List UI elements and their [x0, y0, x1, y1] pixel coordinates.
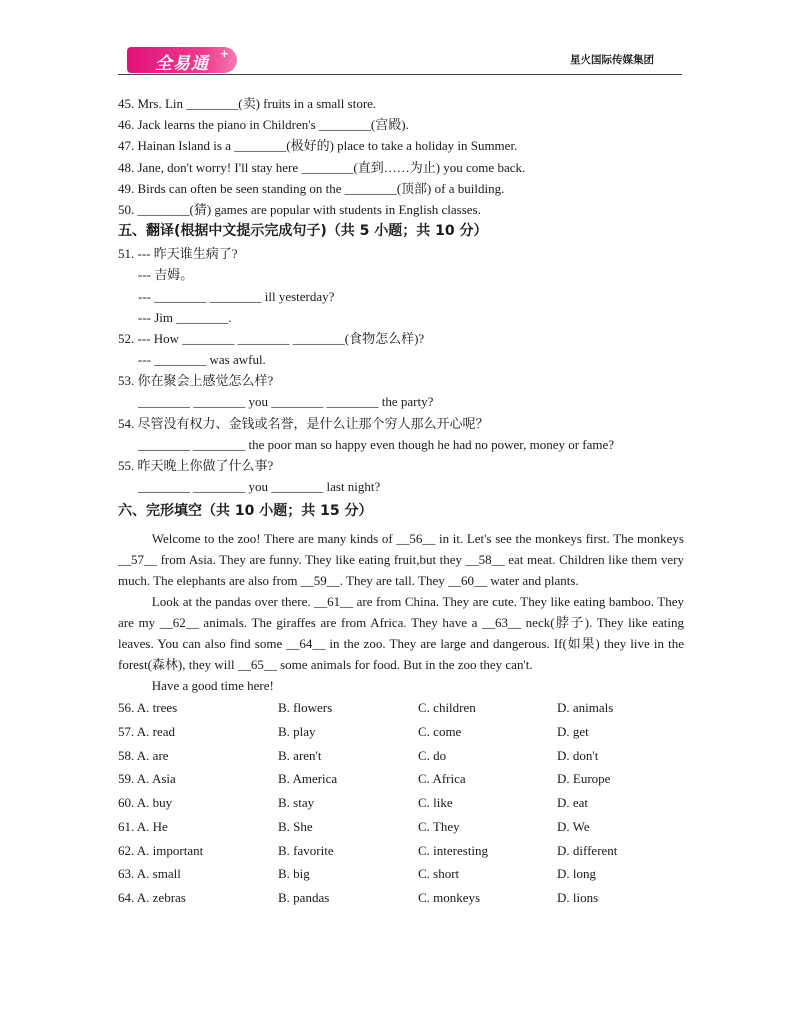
option-b: B. aren't	[278, 747, 322, 763]
cloze-passage	[118, 528, 684, 696]
option-d: D. long	[557, 866, 596, 882]
options-row	[118, 839, 684, 863]
option-c: C. interesting	[418, 842, 489, 858]
passage-paragraph: Have a good time here!	[151, 678, 274, 694]
translation-line: ________ ________ the poor man so happy even though he had no power, money or fame?	[138, 436, 615, 452]
option-b: B. flowers	[278, 700, 333, 716]
passage-paragraph: Welcome to the zoo! There are many kinds of __56__ in it. Let's see the monkeys first. The monkeys __57__ from Asia. They are funny. They like eating fruit,but they __58__ eat meat. Children like them very much. The elephants are also from __59__. They are tall. They __60__ water and plants.	[118, 531, 684, 589]
options-row	[118, 744, 684, 768]
publisher-name: 星火国际传媒集团	[570, 54, 654, 66]
section-5-title: 五、翻译(根据中文提示完成句子)（共 5 小题；共 10 分）	[118, 223, 488, 240]
option-a: 62. A. important	[118, 842, 204, 858]
option-d: D. lions	[557, 889, 599, 905]
brand-logo	[127, 47, 237, 73]
question-item: 46. Jack learns the piano in Children's ________(宫殿).	[118, 117, 409, 133]
option-b: B. stay	[278, 795, 315, 811]
option-d: D. animals	[557, 700, 614, 716]
question-item: 47. Hainan Island is a ________(极好的) place to take a holiday in Summer.	[118, 138, 518, 154]
option-c: C. like	[418, 795, 453, 811]
option-d: D. get	[557, 724, 589, 740]
option-d: D. We	[557, 818, 590, 834]
brand-logo-plus: +	[219, 47, 229, 60]
translation-line: 55. 昨天晚上你做了什么事?	[118, 458, 274, 473]
options-row	[118, 886, 684, 910]
option-c: C. short	[418, 866, 460, 882]
section-6-title: 六、完形填空（共 10 小题；共 15 分）	[118, 503, 373, 520]
option-a: 63. A. small	[118, 866, 181, 882]
option-b: B. She	[278, 818, 313, 834]
option-d: D. don't	[557, 747, 599, 763]
option-b: B. favorite	[278, 842, 334, 858]
options-row	[118, 815, 684, 839]
option-a: 57. A. read	[118, 724, 176, 740]
option-d: D. Europe	[557, 771, 611, 787]
translation-line: --- 吉姆。	[138, 267, 194, 283]
option-a: 64. A. zebras	[118, 889, 186, 905]
option-a: 60. A. buy	[118, 795, 173, 811]
option-c: C. children	[418, 700, 476, 716]
option-a: 56. A. trees	[118, 700, 178, 716]
translation-line: 53. 你在聚会上感觉怎么样?	[118, 373, 274, 389]
question-item: 48. Jane, don't worry! I'll stay here ________(直到……为止) you come back.	[118, 159, 526, 175]
option-d: D. different	[557, 842, 618, 858]
options-row	[118, 791, 684, 815]
translation-line: --- ________ was awful.	[138, 352, 266, 368]
question-item: 45. Mrs. Lin ________(卖) fruits in a small store.	[118, 96, 377, 111]
brand-logo-text: 全易通	[155, 54, 209, 74]
translation-section	[118, 243, 684, 497]
question-item: 49. Birds can often be seen standing on the ________(顶部) of a building.	[118, 180, 505, 196]
translation-line: 54. 尽管没有权力、金钱或名誉，是什么让那个穷人那么开心呢？	[118, 415, 489, 431]
option-a: 58. A. are	[118, 747, 169, 763]
translation-line: 51. --- 昨天谁生病了?	[118, 246, 238, 262]
option-b: B. pandas	[278, 889, 330, 905]
passage-paragraph: Look at the pandas over there. __61__ are from China. They are cute. They like eating bamboo. They are my __62__ animals. The giraffes are from Africa. They have a __63__ neck(脖子). They like eating leaves. You can also find some __64__ in the zoo. They are large and dangerous. If(如果) they live in the forest(森林), they will __65__ some animals for food. But in the zoo they can't.	[118, 594, 684, 673]
option-c: C. Africa	[418, 771, 466, 787]
options-row	[118, 696, 684, 720]
page-header	[0, 0, 800, 80]
options-row	[118, 767, 684, 791]
options-row	[118, 720, 684, 744]
document-body	[118, 93, 684, 910]
option-a: 59. A. Asia	[118, 771, 176, 787]
translation-line: ________ ________ you ________ last night?	[138, 479, 381, 495]
option-c: C. do	[418, 747, 447, 763]
option-b: B. play	[278, 724, 316, 740]
question-item: 50. ________(猜) games are popular with students in English classes.	[118, 201, 481, 217]
translation-line: 52. --- How ________ ________ ________(食物怎么样)?	[118, 330, 425, 346]
cloze-options	[118, 696, 684, 909]
fill-in-blank-list	[118, 93, 684, 220]
option-c: C. They	[418, 818, 460, 834]
options-row	[118, 862, 684, 886]
translation-line: --- ________ ________ ill yesterday?	[138, 288, 335, 304]
option-b: B. America	[278, 771, 338, 787]
translation-line: --- Jim ________.	[138, 309, 232, 325]
translation-line: ________ ________ you ________ ________ the party?	[138, 394, 434, 410]
header-divider	[118, 74, 682, 75]
option-c: C. monkeys	[418, 889, 481, 905]
option-b: B. big	[278, 866, 310, 882]
option-d: D. eat	[557, 795, 589, 811]
option-c: C. come	[418, 724, 462, 740]
option-a: 61. A. He	[118, 818, 168, 834]
